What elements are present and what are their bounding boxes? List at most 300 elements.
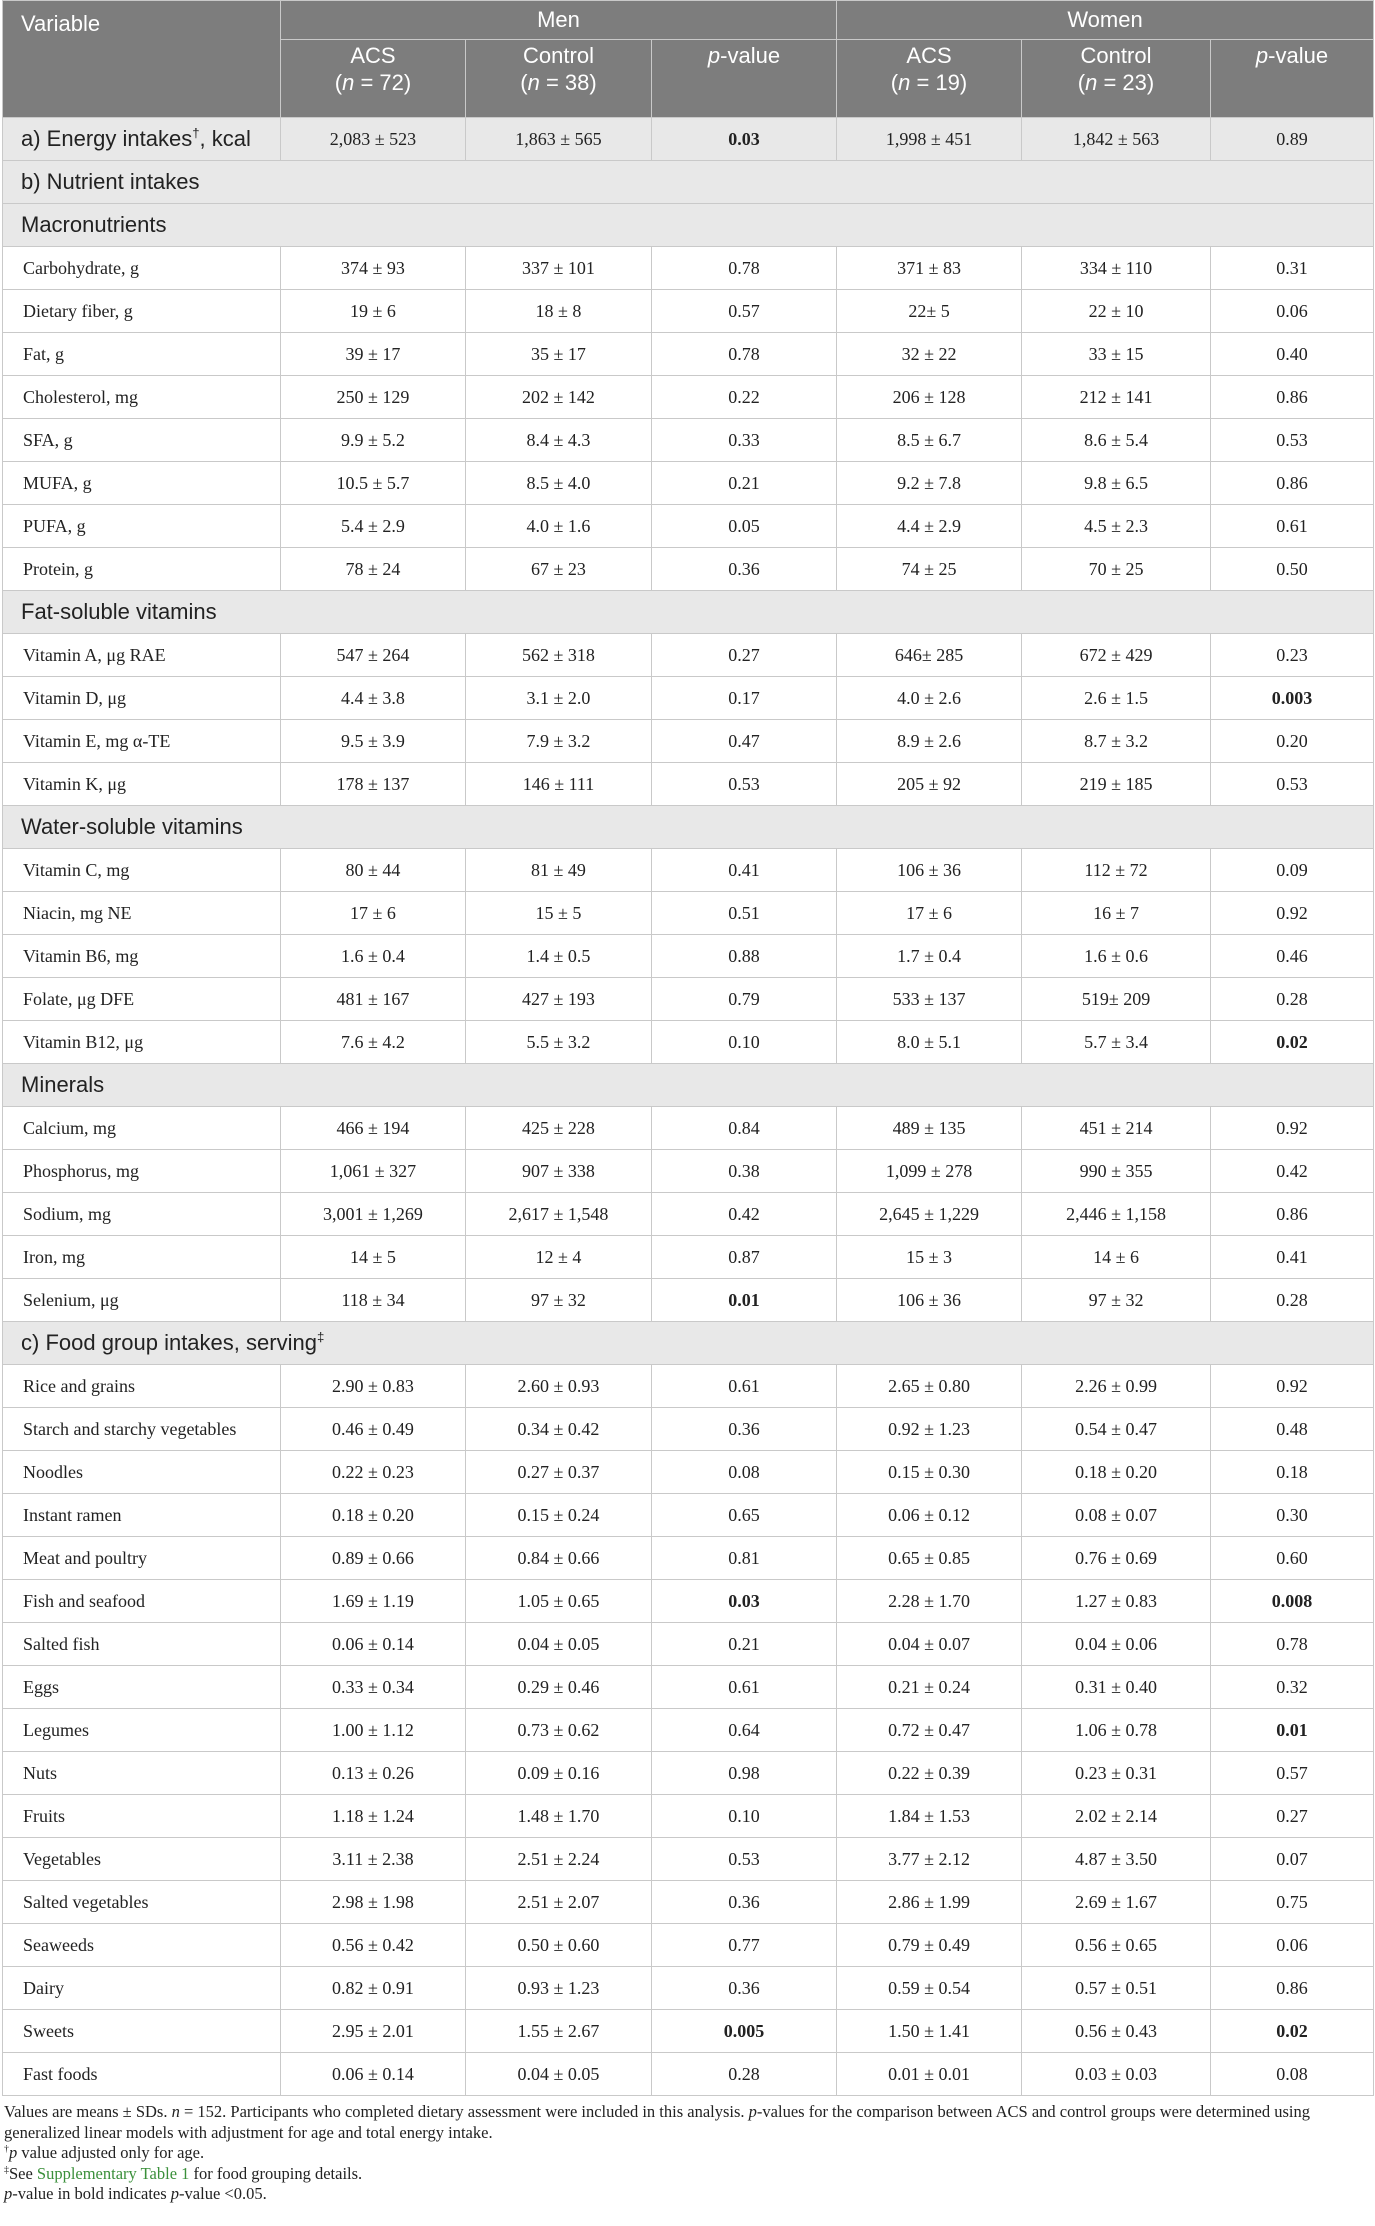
table-cell: 0.09 xyxy=(1211,849,1374,892)
table-row xyxy=(3,505,1374,548)
table-cell: 0.82 ± 0.91 xyxy=(281,1967,466,2010)
table-cell: 0.48 xyxy=(1211,1408,1374,1451)
table-cell: 3.77 ± 2.12 xyxy=(837,1838,1022,1881)
table-cell: 2.86 ± 1.99 xyxy=(837,1881,1022,1924)
table-cell: 0.78 xyxy=(652,247,837,290)
row-label: Carbohydrate, g xyxy=(3,247,281,290)
table-cell: 2,645 ± 1,229 xyxy=(837,1193,1022,1236)
section-row-minerals xyxy=(3,1064,1374,1107)
table-cell: 0.86 xyxy=(1211,376,1374,419)
table-cell: 8.4 ± 4.3 xyxy=(466,419,652,462)
row-label: Protein, g xyxy=(3,548,281,591)
table-cell: 106 ± 36 xyxy=(837,849,1022,892)
row-label: Nuts xyxy=(3,1752,281,1795)
table-cell: 2.98 ± 1.98 xyxy=(281,1881,466,1924)
table-footnotes xyxy=(0,2096,1375,2205)
table-cell: 97 ± 32 xyxy=(466,1279,652,1322)
row-label: Cholesterol, mg xyxy=(3,376,281,419)
table-cell: 0.56 ± 0.43 xyxy=(1022,2010,1211,2053)
table-cell: 4.0 ± 1.6 xyxy=(466,505,652,548)
table-cell: 202 ± 142 xyxy=(466,376,652,419)
table-row xyxy=(3,763,1374,806)
table-cell: 0.04 ± 0.05 xyxy=(466,2053,652,2096)
men-pvalue-header: p-value xyxy=(652,40,837,118)
table-cell: 9.8 ± 6.5 xyxy=(1022,462,1211,505)
table-row xyxy=(3,1752,1374,1795)
table-row xyxy=(3,935,1374,978)
table-cell: 0.92 ± 1.23 xyxy=(837,1408,1022,1451)
table-cell: 16 ± 7 xyxy=(1022,892,1211,935)
table-cell: 0.42 xyxy=(652,1193,837,1236)
table-cell: 106 ± 36 xyxy=(837,1279,1022,1322)
table-cell: 0.02 xyxy=(1211,1021,1374,1064)
table-cell: 22± 5 xyxy=(837,290,1022,333)
table-cell: 0.18 xyxy=(1211,1451,1374,1494)
table-row xyxy=(3,1279,1374,1322)
table-cell: 0.21 ± 0.24 xyxy=(837,1666,1022,1709)
table-cell: 0.72 ± 0.47 xyxy=(837,1709,1022,1752)
table-cell: 118 ± 34 xyxy=(281,1279,466,1322)
table-cell: 33 ± 15 xyxy=(1022,333,1211,376)
section-title: c) Food group intakes, serving‡ xyxy=(3,1322,1374,1365)
table-cell: 2,617 ± 1,548 xyxy=(466,1193,652,1236)
table-cell: 2.95 ± 2.01 xyxy=(281,2010,466,2053)
table-cell: 990 ± 355 xyxy=(1022,1150,1211,1193)
supplementary-table-link[interactable]: Supplementary Table 1 xyxy=(36,2163,190,2183)
row-label: MUFA, g xyxy=(3,462,281,505)
table-cell: 0.06 xyxy=(1211,1924,1374,1967)
table-cell: 1,863 ± 565 xyxy=(466,118,652,161)
table-cell: 0.08 ± 0.07 xyxy=(1022,1494,1211,1537)
table-row xyxy=(3,548,1374,591)
table-cell: 12 ± 4 xyxy=(466,1236,652,1279)
table-cell: 0.86 xyxy=(1211,1193,1374,1236)
table-cell: 0.31 ± 0.40 xyxy=(1022,1666,1211,1709)
table-cell: 2,083 ± 523 xyxy=(281,118,466,161)
section-row-fat-soluble-vitamins xyxy=(3,591,1374,634)
table-cell: 0.33 ± 0.34 xyxy=(281,1666,466,1709)
energy-label: a) Energy intakes†, kcal xyxy=(3,118,281,161)
table-cell: 0.10 xyxy=(652,1021,837,1064)
table-cell: 0.03 xyxy=(652,1580,837,1623)
table-cell: 15 ± 3 xyxy=(837,1236,1022,1279)
row-label: Legumes xyxy=(3,1709,281,1752)
table-cell: 0.88 xyxy=(652,935,837,978)
table-cell: 9.5 ± 3.9 xyxy=(281,720,466,763)
row-label: Starch and starchy vegetables xyxy=(3,1408,281,1451)
table-cell: 672 ± 429 xyxy=(1022,634,1211,677)
row-label: Sweets xyxy=(3,2010,281,2053)
table-cell: 2.51 ± 2.07 xyxy=(466,1881,652,1924)
table-cell: 78 ± 24 xyxy=(281,548,466,591)
table-cell: 0.65 xyxy=(652,1494,837,1537)
table-cell: 8.5 ± 6.7 xyxy=(837,419,1022,462)
table-cell: 0.87 xyxy=(652,1236,837,1279)
table-cell: 0.06 ± 0.14 xyxy=(281,1623,466,1666)
table-cell: 17 ± 6 xyxy=(837,892,1022,935)
table-cell: 1,099 ± 278 xyxy=(837,1150,1022,1193)
table-cell: 0.84 ± 0.66 xyxy=(466,1537,652,1580)
table-cell: 3.11 ± 2.38 xyxy=(281,1838,466,1881)
table-cell: 0.13 ± 0.26 xyxy=(281,1752,466,1795)
table-cell: 0.36 xyxy=(652,548,837,591)
table-cell: 146 ± 111 xyxy=(466,763,652,806)
table-cell: 0.60 xyxy=(1211,1537,1374,1580)
table-cell: 0.28 xyxy=(1211,1279,1374,1322)
table-cell: 0.08 xyxy=(1211,2053,1374,2096)
table-cell: 0.06 xyxy=(1211,290,1374,333)
row-label: Meat and poultry xyxy=(3,1537,281,1580)
table-cell: 0.53 xyxy=(1211,419,1374,462)
table-cell: 1.6 ± 0.4 xyxy=(281,935,466,978)
table-row xyxy=(3,2053,1374,2096)
table-cell: 0.47 xyxy=(652,720,837,763)
table-row xyxy=(3,892,1374,935)
table-cell: 2.65 ± 0.80 xyxy=(837,1365,1022,1408)
table-cell: 0.22 xyxy=(652,376,837,419)
table-cell: 0.41 xyxy=(1211,1236,1374,1279)
row-label: Eggs xyxy=(3,1666,281,1709)
table-cell: 0.51 xyxy=(652,892,837,935)
row-label: PUFA, g xyxy=(3,505,281,548)
row-label: Rice and grains xyxy=(3,1365,281,1408)
variable-header: Variable xyxy=(3,1,281,118)
row-label: Vitamin K, μg xyxy=(3,763,281,806)
table-cell: 67 ± 23 xyxy=(466,548,652,591)
table-row xyxy=(3,1150,1374,1193)
table-cell: 0.09 ± 0.16 xyxy=(466,1752,652,1795)
table-cell: 0.86 xyxy=(1211,462,1374,505)
table-cell: 0.53 xyxy=(652,763,837,806)
table-cell: 0.21 xyxy=(652,462,837,505)
table-cell: 250 ± 129 xyxy=(281,376,466,419)
table-cell: 17 ± 6 xyxy=(281,892,466,935)
table-cell: 0.86 xyxy=(1211,1967,1374,2010)
table-cell: 212 ± 141 xyxy=(1022,376,1211,419)
table-cell: 81 ± 49 xyxy=(466,849,652,892)
footnote-2: †p value adjusted only for age. xyxy=(4,2143,205,2162)
table-cell: 3.1 ± 2.0 xyxy=(466,677,652,720)
table-cell: 0.06 ± 0.14 xyxy=(281,2053,466,2096)
table-cell: 0.92 xyxy=(1211,1365,1374,1408)
section-row-macronutrients xyxy=(3,204,1374,247)
table-cell: 39 ± 17 xyxy=(281,333,466,376)
section-title: Macronutrients xyxy=(3,204,1374,247)
table-cell: 0.23 xyxy=(1211,634,1374,677)
table-cell: 0.46 ± 0.49 xyxy=(281,1408,466,1451)
table-cell: 4.5 ± 2.3 xyxy=(1022,505,1211,548)
row-label: Folate, μg DFE xyxy=(3,978,281,1021)
table-cell: 1.7 ± 0.4 xyxy=(837,935,1022,978)
table-cell: 0.20 xyxy=(1211,720,1374,763)
table-cell: 0.57 ± 0.51 xyxy=(1022,1967,1211,2010)
section-title: Fat-soluble vitamins xyxy=(3,591,1374,634)
table-row xyxy=(3,677,1374,720)
table-cell: 0.21 xyxy=(652,1623,837,1666)
table-cell: 1,061 ± 327 xyxy=(281,1150,466,1193)
row-label: Vitamin C, mg xyxy=(3,849,281,892)
table-cell: 0.73 ± 0.62 xyxy=(466,1709,652,1752)
row-label: Vitamin B12, μg xyxy=(3,1021,281,1064)
table-cell: 0.42 xyxy=(1211,1150,1374,1193)
table-cell: 0.38 xyxy=(652,1150,837,1193)
table-cell: 9.2 ± 7.8 xyxy=(837,462,1022,505)
table-cell: 0.36 xyxy=(652,1881,837,1924)
table-cell: 562 ± 318 xyxy=(466,634,652,677)
table-cell: 0.01 xyxy=(1211,1709,1374,1752)
table-row xyxy=(3,1494,1374,1537)
table-cell: 547 ± 264 xyxy=(281,634,466,677)
row-label: Vitamin E, mg α-TE xyxy=(3,720,281,763)
table-cell: 519± 209 xyxy=(1022,978,1211,1021)
table-cell: 9.9 ± 5.2 xyxy=(281,419,466,462)
table-row xyxy=(3,1623,1374,1666)
table-cell: 0.79 ± 0.49 xyxy=(837,1924,1022,1967)
table-row xyxy=(3,462,1374,505)
table-row xyxy=(3,1709,1374,1752)
table-cell: 2,446 ± 1,158 xyxy=(1022,1193,1211,1236)
table-row xyxy=(3,1924,1374,1967)
table-row xyxy=(3,1236,1374,1279)
table-row xyxy=(3,849,1374,892)
table-cell: 1.27 ± 0.83 xyxy=(1022,1580,1211,1623)
table-cell: 178 ± 137 xyxy=(281,763,466,806)
row-label: Fast foods xyxy=(3,2053,281,2096)
table-cell: 15 ± 5 xyxy=(466,892,652,935)
table-cell: 0.53 xyxy=(652,1838,837,1881)
table-cell: 0.31 xyxy=(1211,247,1374,290)
footnote-1: Values are means ± SDs. n = 152. Participants who completed dietary assessment were included in this analysis. p-values for the comparison between ACS and control groups were determined using generalized linear models with adjustment for age and total energy intake. xyxy=(4,2102,1310,2142)
table-cell: 0.57 xyxy=(1211,1752,1374,1795)
table-cell: 0.40 xyxy=(1211,333,1374,376)
table-cell: 0.64 xyxy=(652,1709,837,1752)
table-cell: 0.54 ± 0.47 xyxy=(1022,1408,1211,1451)
table-cell: 1.48 ± 1.70 xyxy=(466,1795,652,1838)
table-cell: 1.84 ± 1.53 xyxy=(837,1795,1022,1838)
table-row xyxy=(3,1107,1374,1150)
table-cell: 4.4 ± 2.9 xyxy=(837,505,1022,548)
table-cell: 0.93 ± 1.23 xyxy=(466,1967,652,2010)
row-label: Niacin, mg NE xyxy=(3,892,281,935)
table-cell: 2.51 ± 2.24 xyxy=(466,1838,652,1881)
table-cell: 0.36 xyxy=(652,1967,837,2010)
men-acs-header: ACS (n = 72) xyxy=(281,40,466,118)
table-cell: 0.41 xyxy=(652,849,837,892)
table-cell: 206 ± 128 xyxy=(837,376,1022,419)
row-label: Selenium, μg xyxy=(3,1279,281,1322)
women-header: Women xyxy=(837,1,1374,40)
table-cell: 4.4 ± 3.8 xyxy=(281,677,466,720)
table-cell: 19 ± 6 xyxy=(281,290,466,333)
row-label: Salted vegetables xyxy=(3,1881,281,1924)
table-cell: 1,842 ± 563 xyxy=(1022,118,1211,161)
table-cell: 0.04 ± 0.07 xyxy=(837,1623,1022,1666)
table-cell: 0.57 xyxy=(652,290,837,333)
table-cell: 427 ± 193 xyxy=(466,978,652,1021)
table-row xyxy=(3,376,1374,419)
table-cell: 8.0 ± 5.1 xyxy=(837,1021,1022,1064)
table-row xyxy=(3,419,1374,462)
table-cell: 1.05 ± 0.65 xyxy=(466,1580,652,1623)
table-cell: 334 ± 110 xyxy=(1022,247,1211,290)
table-cell: 14 ± 5 xyxy=(281,1236,466,1279)
table-cell: 2.02 ± 2.14 xyxy=(1022,1795,1211,1838)
table-row xyxy=(3,1666,1374,1709)
table-cell: 1,998 ± 451 xyxy=(837,118,1022,161)
table-cell: 8.9 ± 2.6 xyxy=(837,720,1022,763)
table-cell: 0.92 xyxy=(1211,1107,1374,1150)
row-label: Phosphorus, mg xyxy=(3,1150,281,1193)
table-cell: 0.05 xyxy=(652,505,837,548)
table-cell: 425 ± 228 xyxy=(466,1107,652,1150)
table-cell: 1.00 ± 1.12 xyxy=(281,1709,466,1752)
table-cell: 0.28 xyxy=(1211,978,1374,1021)
women-acs-header: ACS (n = 19) xyxy=(837,40,1022,118)
table-cell: 8.7 ± 3.2 xyxy=(1022,720,1211,763)
table-cell: 0.15 ± 0.30 xyxy=(837,1451,1022,1494)
row-label: Noodles xyxy=(3,1451,281,1494)
table-cell: 0.65 ± 0.85 xyxy=(837,1537,1022,1580)
table-cell: 0.78 xyxy=(652,333,837,376)
section-row-nutrient-intakes xyxy=(3,161,1374,204)
table-cell: 0.36 xyxy=(652,1408,837,1451)
table-cell: 2.69 ± 1.67 xyxy=(1022,1881,1211,1924)
table-cell: 0.17 xyxy=(652,677,837,720)
row-label: Salted fish xyxy=(3,1623,281,1666)
table-cell: 907 ± 338 xyxy=(466,1150,652,1193)
table-cell: 4.87 ± 3.50 xyxy=(1022,1838,1211,1881)
table-cell: 0.22 ± 0.23 xyxy=(281,1451,466,1494)
table-cell: 374 ± 93 xyxy=(281,247,466,290)
table-row xyxy=(3,1967,1374,2010)
table-cell: 3,001 ± 1,269 xyxy=(281,1193,466,1236)
table-cell: 7.9 ± 3.2 xyxy=(466,720,652,763)
table-row xyxy=(3,290,1374,333)
table-cell: 5.5 ± 3.2 xyxy=(466,1021,652,1064)
table-row xyxy=(3,1021,1374,1064)
table-cell: 0.56 ± 0.42 xyxy=(281,1924,466,1967)
table-cell: 0.27 xyxy=(1211,1795,1374,1838)
table-cell: 0.84 xyxy=(652,1107,837,1150)
row-label: Vegetables xyxy=(3,1838,281,1881)
table-cell: 371 ± 83 xyxy=(837,247,1022,290)
section-title: Water-soluble vitamins xyxy=(3,806,1374,849)
section-row-water-soluble-vitamins xyxy=(3,806,1374,849)
table-cell: 0.02 xyxy=(1211,2010,1374,2053)
table-cell: 1.4 ± 0.5 xyxy=(466,935,652,978)
table-cell: 219 ± 185 xyxy=(1022,763,1211,806)
table-cell: 0.28 xyxy=(652,2053,837,2096)
table-cell: 22 ± 10 xyxy=(1022,290,1211,333)
table-cell: 451 ± 214 xyxy=(1022,1107,1211,1150)
table-cell: 2.28 ± 1.70 xyxy=(837,1580,1022,1623)
table-cell: 0.61 xyxy=(652,1666,837,1709)
table-cell: 0.59 ± 0.54 xyxy=(837,1967,1022,2010)
section-title: b) Nutrient intakes xyxy=(3,161,1374,204)
table-cell: 0.005 xyxy=(652,2010,837,2053)
table-cell: 0.08 xyxy=(652,1451,837,1494)
table-cell: 8.6 ± 5.4 xyxy=(1022,419,1211,462)
table-cell: 0.003 xyxy=(1211,677,1374,720)
table-cell: 0.53 xyxy=(1211,763,1374,806)
table-cell: 0.78 xyxy=(1211,1623,1374,1666)
table-cell: 0.01 ± 0.01 xyxy=(837,2053,1022,2096)
table-cell: 10.5 ± 5.7 xyxy=(281,462,466,505)
row-label: Fat, g xyxy=(3,333,281,376)
table-cell: 0.01 xyxy=(652,1279,837,1322)
table-cell: 646± 285 xyxy=(837,634,1022,677)
table-row xyxy=(3,333,1374,376)
table-cell: 0.07 xyxy=(1211,1838,1374,1881)
table-cell: 0.77 xyxy=(652,1924,837,1967)
table-cell: 0.27 xyxy=(652,634,837,677)
row-label: Seaweeds xyxy=(3,1924,281,1967)
table-row xyxy=(3,1795,1374,1838)
footnote-4: p-value in bold indicates p-value <0.05. xyxy=(4,2184,267,2203)
table-cell: 112 ± 72 xyxy=(1022,849,1211,892)
table-cell: 2.6 ± 1.5 xyxy=(1022,677,1211,720)
table-cell: 0.15 ± 0.24 xyxy=(466,1494,652,1537)
table-cell: 14 ± 6 xyxy=(1022,1236,1211,1279)
table-cell: 337 ± 101 xyxy=(466,247,652,290)
table-cell: 0.79 xyxy=(652,978,837,1021)
footnote-3: ‡See Supplementary Table 1 for food grouping details. xyxy=(4,2163,363,2183)
table-cell: 1.50 ± 1.41 xyxy=(837,2010,1022,2053)
row-label: Fish and seafood xyxy=(3,1580,281,1623)
table-row xyxy=(3,634,1374,677)
table-row xyxy=(3,1881,1374,1924)
table-cell: 7.6 ± 4.2 xyxy=(281,1021,466,1064)
table-row xyxy=(3,720,1374,763)
table-cell: 0.27 ± 0.37 xyxy=(466,1451,652,1494)
table-cell: 0.03 ± 0.03 xyxy=(1022,2053,1211,2096)
men-header: Men xyxy=(281,1,837,40)
row-label: Iron, mg xyxy=(3,1236,281,1279)
table-row xyxy=(3,1365,1374,1408)
row-label: Vitamin B6, mg xyxy=(3,935,281,978)
table-row xyxy=(3,1580,1374,1623)
table-cell: 0.04 ± 0.05 xyxy=(466,1623,652,1666)
table-cell: 4.0 ± 2.6 xyxy=(837,677,1022,720)
table-cell: 0.76 ± 0.69 xyxy=(1022,1537,1211,1580)
energy-row xyxy=(3,118,1374,161)
table-cell: 0.61 xyxy=(652,1365,837,1408)
row-label: Vitamin D, μg xyxy=(3,677,281,720)
row-label: Dairy xyxy=(3,1967,281,2010)
table-cell: 0.81 xyxy=(652,1537,837,1580)
table-cell: 18 ± 8 xyxy=(466,290,652,333)
table-cell: 2.90 ± 0.83 xyxy=(281,1365,466,1408)
table-cell: 70 ± 25 xyxy=(1022,548,1211,591)
table-row xyxy=(3,978,1374,1021)
table-cell: 0.75 xyxy=(1211,1881,1374,1924)
table-cell: 0.18 ± 0.20 xyxy=(281,1494,466,1537)
women-pvalue-header: p-value xyxy=(1211,40,1374,118)
table-cell: 80 ± 44 xyxy=(281,849,466,892)
table-cell: 0.33 xyxy=(652,419,837,462)
table-cell: 0.29 ± 0.46 xyxy=(466,1666,652,1709)
table-row xyxy=(3,2010,1374,2053)
table-cell: 0.06 ± 0.12 xyxy=(837,1494,1022,1537)
nutrient-intake-table xyxy=(2,0,1374,2096)
table-cell: 0.34 ± 0.42 xyxy=(466,1408,652,1451)
table-cell: 32 ± 22 xyxy=(837,333,1022,376)
table-cell: 0.50 xyxy=(1211,548,1374,591)
table-body xyxy=(3,118,1374,2096)
table-cell: 0.04 ± 0.06 xyxy=(1022,1623,1211,1666)
table-row xyxy=(3,1537,1374,1580)
table-cell: 97 ± 32 xyxy=(1022,1279,1211,1322)
